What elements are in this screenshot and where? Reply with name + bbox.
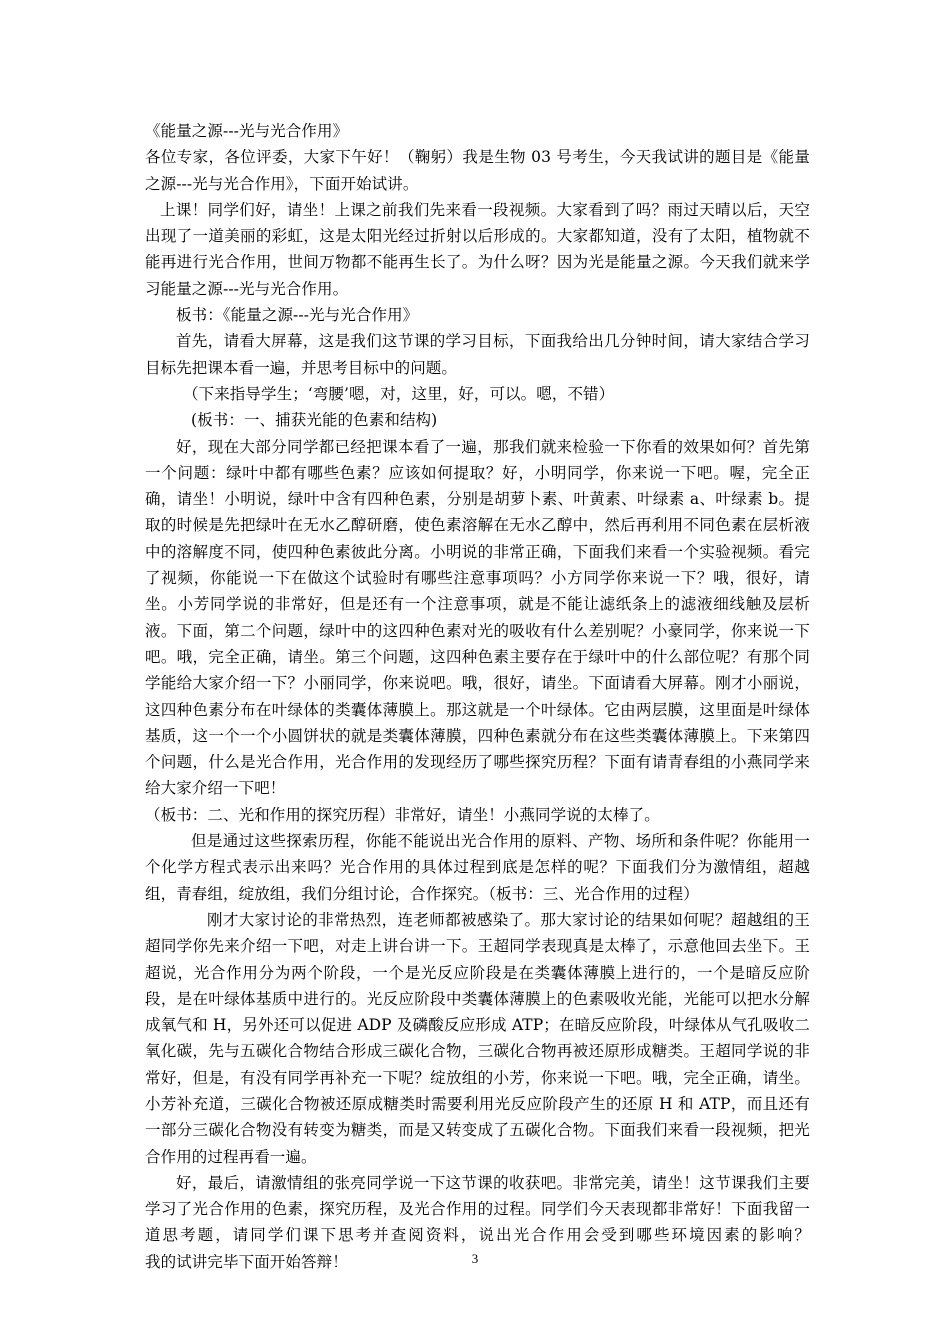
paragraph-process: 刚才大家讨论的非常热烈，连老师都被感染了。那大家讨论的结果如何呢？超越组的王超同学你先来介绍一下吧，对走上讲台讲一下。王超同学表现真是太棒了，示意他回去坐下。王超说，光合作用分为两个阶段，一个是光反应阶段是在类囊体薄膜上进行的，一个是暗反应阶段，是在叶绿体基质中进行的。光反应阶段中类囊体薄膜上的色素吸收光能，光能可以把水分解成氧气和 H，另外还可以促进 ADP 及磷酸反应形成 ATP；在暗反应阶段，叶绿体从气孔吸收二氧化碳，先与五碳化合物结合形成三碳化合物，三碳化合物再被还原形成糖类。王超同学说的非常好，但是，有没有同学再补充一下呢？绽放组的小芳，你来说一下吧。哦，完全正确，请坐。小芳补充道，三碳化合物被还原成糖类时需要利用光反应阶段产生的还原 H 和 ATP，而且还有一部分三碳化合物没有转变为糖类，而是又转变成了五碳化合物。下面我们来看一段视频，把光合作用的过程再看一遍。: [145, 910, 810, 1166]
page-number: 3: [471, 1251, 479, 1266]
paragraph-board-section-2: （板书：二、光和作用的探究历程）非常好，请坐！小燕同学说的太棒了。: [145, 805, 660, 824]
paragraph-board-section-1: (板书：一、捕获光能的色素和结构): [191, 411, 438, 430]
paragraph-intro: 上课！同学们好，请坐！上课之前我们先来看一段视频。大家看到了吗？雨过天晴以后，天空出现了一道美丽的彩虹，这是太阳光经过折射以后形成的。大家都知道，没有了太阳，植物就不能再进行光合作用，世间万物都不能再生长了。为什么呀？因为光是能量之源。今天我们就来学习能量之源---光与光合作用。: [145, 200, 810, 298]
paragraph-pigments: 好，现在大部分同学都已经把课本看了一遍，那我们就来检验一下你看的效果如何？首先第一个问题：绿叶中都有哪些色素？应该如何提取？好，小明同学，你来说一下吧。喔，完全正确，请坐！小明说，绿叶中含有四种色素，分别是胡萝卜素、叶黄素、叶绿素 a、叶绿素 b。提取的时候是先把绿叶在无水乙醇研磨，使色素溶解在无水乙醇中，然后再利用不同色素在层析液中的溶解度不同，使四种色素彼此分离。小明说的非常正确，下面我们来看一个实验视频。看完了视频，你能说一下在做这个试验时有哪些注意事项吗？小方同学你来说一下？哦，很好，请坐。小芳同学说的非常好，但是还有一个注意事项，就是不能让滤纸条上的滤液细线触及层析液。下面，第二个问题，绿叶中的这四种色素对光的吸收有什么差别呢？小豪同学，你来说一下吧。哦，完全正确，请坐。第三个问题，这四种色素主要存在于绿叶中的什么部位呢？有那个同学能给大家介绍一下？小丽同学，你来说吧。哦，很好，请坐。下面请看大屏幕。刚才小丽说，这四种色素分布在叶绿体的类囊体薄膜上。那这就是一个叶绿体。它由两层膜，这里面是叶绿体基质，这一个一个小圆饼状的就是类囊体薄膜，四种色素就分布在这些类囊体薄膜上。下来第四个问题，什么是光合作用，光合作用的发现经历了哪些探究历程？下面有请青春组的小燕同学来给大家介绍一下吧！: [145, 437, 810, 798]
document-body: [145, 118, 935, 1275]
document-title: 《能量之源---光与光合作用》: [145, 122, 349, 140]
paragraph-greeting: 各位专家，各位评委，大家下午好！（鞠躬）我是生物 03 号考生，今天我试讲的题目是《能量之源---光与光合作用》，下面开始试讲。: [145, 148, 810, 193]
paragraph-summary: 好，最后，请激情组的张亮同学说一下这节课的收获吧。非常完美，请坐！这节课我们主要学习了光合作用的色素，探究历程，及光合作用的过程。同学们今天表现都非常好！下面我留一道思考题，请同学们课下思考并查阅资料，说出光合作用会受到哪些环境因素的影响？ 我的试讲完毕下面开始答辩！: [145, 1173, 935, 1271]
paragraph-learning-goals: 首先，请看大屏幕，这是我们这节课的学习目标，下面我给出几分钟时间，请大家结合学习目标先把课本看一遍，并思考目标中的问题。: [145, 332, 810, 377]
paragraph-discussion: 但是通过这些探索历程，你能不能说出光合作用的原料、产物、场所和条件呢？你能用一个化学方程式表示出来吗？光合作用的具体过程到底是怎样的呢？下面我们分为激情组，超越组，青春组，绽放组，我们分组讨论，合作探究。（板书：三、光合作用的过程）: [145, 832, 810, 903]
paragraph-board-title: 板书：《能量之源---光与光合作用》: [176, 306, 419, 325]
paragraph-guidance: （下来指导学生；‘弯腰’嗯，对，这里，好，可以。嗯，不错）: [183, 384, 615, 403]
